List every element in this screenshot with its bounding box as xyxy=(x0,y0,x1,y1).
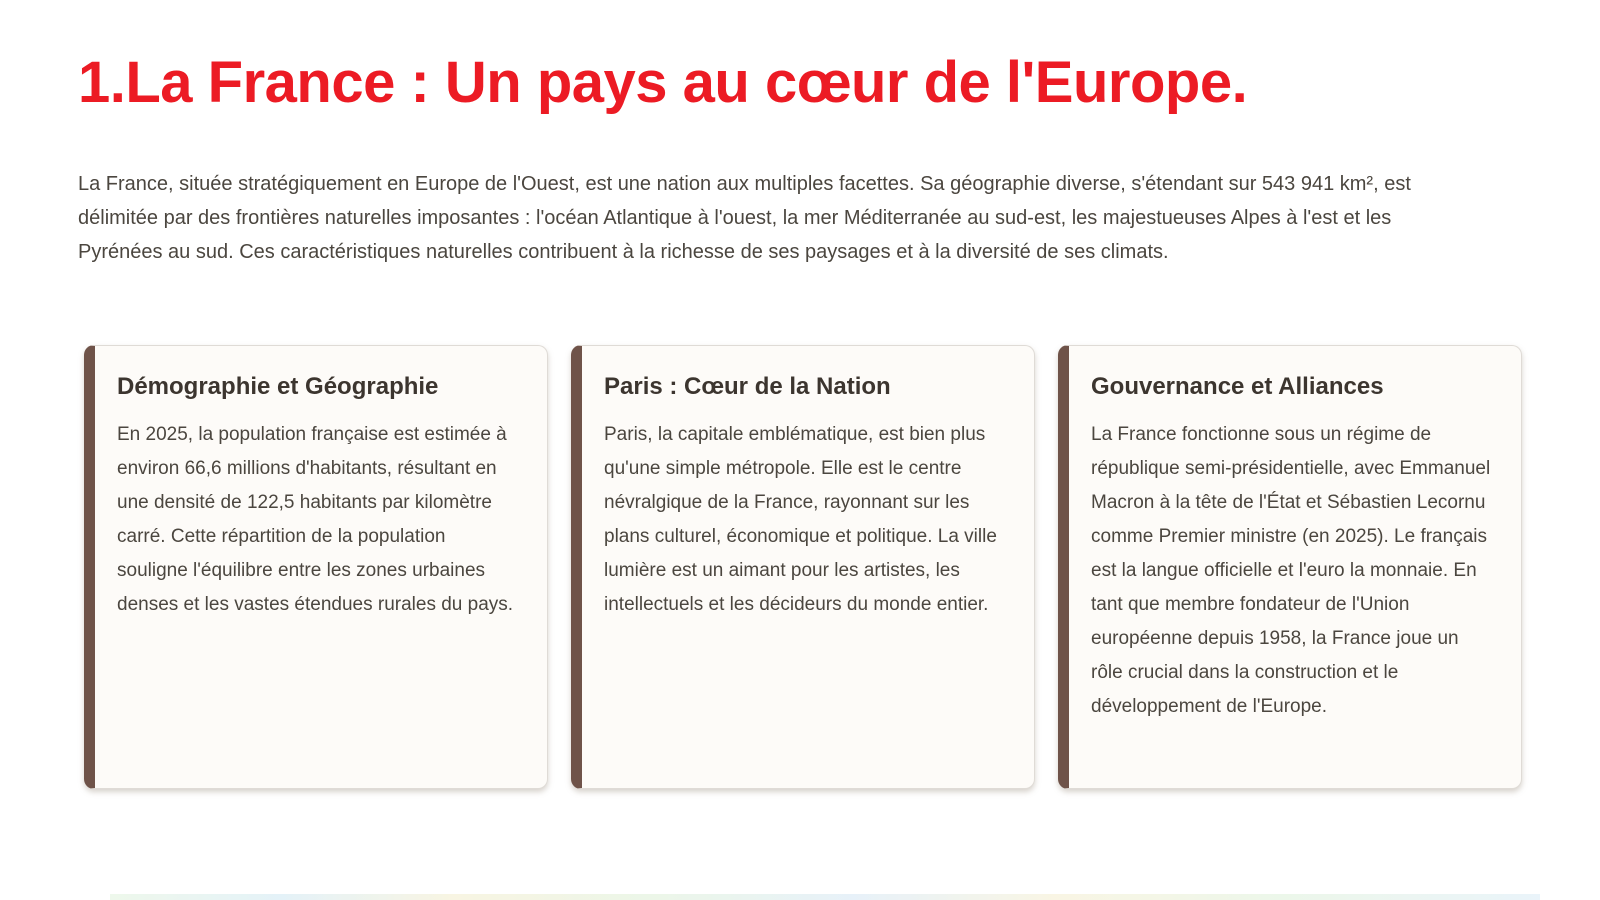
card-title: Démographie et Géographie xyxy=(117,372,439,400)
intro-paragraph: La France, située stratégiquement en Europe de l'Ouest, est une nation aux multiples facettes. Sa géographie diverse, s'étendant sur 543 941 km², est délimitée par des frontières naturelles imposantes : l'océan Atlantique à l'ouest, la mer Méditerranée au sud-est, les majestueuses Alpes à l'est et les Pyrénées au sud. Ces caractéristiques naturelles contribuent à la richesse de ses paysages et à la diversité de ses climats. xyxy=(78,172,1411,263)
card-demographie-geographie xyxy=(84,345,548,789)
info-cards-row xyxy=(84,345,1522,789)
below-fold-content-edge xyxy=(110,894,1540,900)
card-gouvernance-alliances xyxy=(1058,345,1522,789)
card-title: Gouvernance et Alliances xyxy=(1091,372,1384,400)
card-body: La France fonctionne sous un régime de république semi-présidentielle, avec Emmanuel Macron à la tête de l'État et Sébastien Lecornu comme Premier ministre (en 2025). Le français est la langue officielle et l'euro la monnaie. En tant que membre fondateur de l'Union européenne depuis 1958, la France joue un rôle crucial dans la construction et le développement de l'Europe. xyxy=(1091,423,1491,717)
page-title: 1.La France : Un pays au cœur de l'Europe. xyxy=(78,50,1248,115)
card-title: Paris : Cœur de la Nation xyxy=(604,372,891,400)
card-paris-coeur-nation xyxy=(571,345,1035,789)
card-body: En 2025, la population française est estimée à environ 66,6 millions d'habitants, résultant en une densité de 122,5 habitants par kilomètre carré. Cette répartition de la population souligne l'équilibre entre les zones urbaines denses et les vastes étendues rurales du pays. xyxy=(117,423,514,615)
card-body: Paris, la capitale emblématique, est bien plus qu'une simple métropole. Elle est le centre névralgique de la France, rayonnant sur les plans culturel, économique et politique. La ville lumière est un aimant pour les artistes, les intellectuels et les décideurs du monde entier. xyxy=(604,423,997,615)
